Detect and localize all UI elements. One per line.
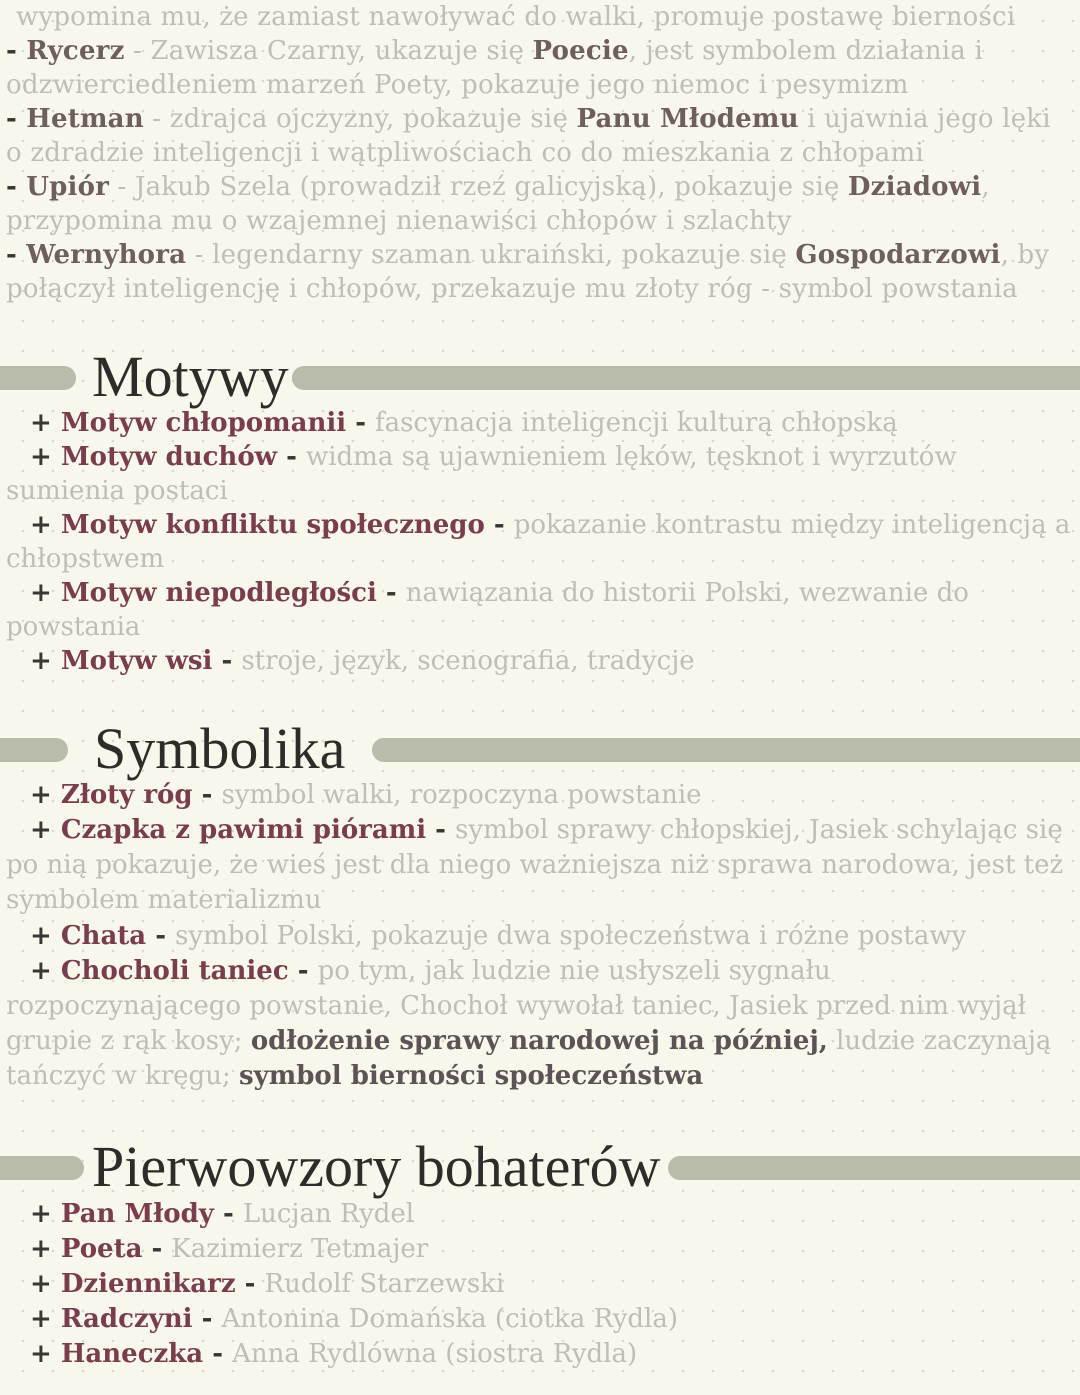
separator: - <box>146 921 176 951</box>
dash: - <box>6 240 27 270</box>
item-term: Pan Młody <box>60 1199 214 1229</box>
separator: - <box>203 1339 233 1369</box>
item-desc: Anna Rydlówna (siostra Rydla) <box>232 1339 638 1369</box>
plus-icon: + <box>30 815 61 845</box>
item-term: Dziennikarz <box>60 1269 236 1299</box>
section-title: Motywy <box>92 344 289 409</box>
plus-icon: + <box>30 510 61 540</box>
separator: - <box>192 1304 222 1334</box>
plus-icon: + <box>30 1304 61 1334</box>
item-desc: nawiązania do historii Polski, wezwanie do powstania <box>6 578 969 642</box>
desc-part: legendarny szaman ukraiński, pokazuje się <box>212 240 796 270</box>
separator: - <box>192 780 222 810</box>
plus-icon: + <box>30 442 61 472</box>
item-desc: Antonina Domańska (ciotka Rydla) <box>221 1304 678 1334</box>
item-term: Motyw duchów <box>60 442 278 472</box>
item-term: Poeta <box>60 1234 143 1264</box>
separator: - <box>109 172 135 202</box>
section-title: Symbolika <box>94 716 346 781</box>
list-item <box>6 813 1074 918</box>
list-item <box>6 508 1074 576</box>
heading-bar-right <box>372 738 1080 762</box>
item-term: Motyw konfliktu społecznego <box>60 510 485 540</box>
desc-part: i ujawnia jego lęki o zdradzie inteligencji i wątpliwościach co do mieszkania z chłopami <box>6 104 1051 168</box>
separator: - <box>124 36 151 66</box>
desc-part: , by połączył inteligencję i chłopów, przekazuje mu złoty róg - symbol powstania <box>6 240 1050 304</box>
plus-icon: + <box>30 921 61 951</box>
item-term: Motyw niepodległości <box>60 578 377 608</box>
item-desc: symbol Polski, pokazuje dwa społeczeństwa i różne postawy <box>175 921 967 951</box>
item-term: Motyw chłopomanii <box>60 408 347 438</box>
separator: - <box>277 442 306 472</box>
who-rycerz: Poecie <box>532 36 629 66</box>
item-desc: Lucjan Rydel <box>242 1199 415 1229</box>
who-upior: Dziadowi <box>847 172 982 202</box>
separator: - <box>288 956 318 986</box>
item-desc: symbol walki, rozpoczyna powstanie <box>221 780 702 810</box>
list-item <box>6 778 1074 813</box>
item-desc: Kazimierz Tetmajer <box>171 1234 429 1264</box>
item-desc: stroje, język, scenografia, tradycje <box>241 646 695 676</box>
heading-bar-left <box>0 1156 84 1180</box>
heading-bar-left <box>0 738 68 762</box>
item-desc: fascynacja inteligencji kulturą chłopską <box>375 408 898 438</box>
separator: - <box>142 1234 172 1264</box>
item-term: Motyw wsi <box>60 646 213 676</box>
intro-line: wypomina mu, że zamiast nawoływać do walki, promuje postawę bierności <box>16 2 1016 32</box>
separator: - <box>212 646 242 676</box>
separator: - <box>484 510 514 540</box>
term-hetman: Hetman <box>26 104 144 134</box>
who-wernyhora: Gospodarzowi <box>795 240 1001 270</box>
heading-symbolika <box>0 714 1080 784</box>
separator: - <box>235 1269 265 1299</box>
plus-icon: + <box>30 1234 61 1264</box>
dash: - <box>6 36 27 66</box>
desc-part: zdrajca ojczyzny, pokazuje się <box>169 104 577 134</box>
heading-bar-right <box>668 1156 1080 1180</box>
item-emphasis: symbol bierności społeczeństwa <box>238 1061 704 1091</box>
item-desc: Rudolf Starzewski <box>264 1269 505 1299</box>
separator: - <box>426 815 456 845</box>
separator: - <box>213 1199 243 1229</box>
list-item <box>6 440 1074 508</box>
item-term: Złoty róg <box>60 780 193 810</box>
separator: - <box>143 104 170 134</box>
plus-icon: + <box>30 408 61 438</box>
heading-bar-left <box>0 366 76 390</box>
plus-icon: + <box>30 956 61 986</box>
section-title: Pierwowzory bohaterów <box>92 1134 661 1199</box>
desc-part: Zawisza Czarny, ukazuje się <box>150 36 533 66</box>
dash: - <box>6 104 27 134</box>
item-desc: ludzie zaczynają tańczyć w kręgu; <box>6 1026 1052 1091</box>
list-item <box>6 954 1074 1094</box>
separator: - <box>186 240 213 270</box>
term-upior: Upiór <box>26 172 110 202</box>
plus-icon: + <box>30 1269 61 1299</box>
entry-rycerz <box>6 34 1074 102</box>
dash: - <box>6 172 27 202</box>
entry-hetman <box>6 102 1074 170</box>
item-term: Chata <box>60 921 147 951</box>
entry-upior <box>6 170 1074 238</box>
separator: - <box>346 408 376 438</box>
list-item <box>6 1232 1074 1267</box>
item-desc: po tym, jak ludzie nie usłyszeli sygnału rozpoczynającego powstanie, Chochoł wywołał taniec, Jasiek przed nim wyjął grupie z rąk kosy; <box>6 956 1027 1056</box>
item-emphasis: odłożenie sprawy narodowej na później, <box>250 1026 828 1056</box>
plus-icon: + <box>30 578 61 608</box>
item-term: Haneczka <box>60 1339 204 1369</box>
entry-wernyhora <box>6 238 1074 306</box>
list-item <box>6 406 1074 440</box>
plus-icon: + <box>30 1339 61 1369</box>
desc-part: , przypomina mu o wzajemnej nienawiści chłopów i szlachty <box>6 172 990 236</box>
desc-part: , jest symbolem działania i odzwierciedleniem marzeń Poety, pokazuje jego niemoc i pesymizm <box>6 36 983 100</box>
list-item <box>6 644 1074 678</box>
item-term: Czapka z pawimi piórami <box>60 815 427 845</box>
desc-part: Jakub Szela (prowadził rzeź galicyjską), pokazuje się <box>134 172 848 202</box>
separator: - <box>376 578 406 608</box>
item-desc: pokazanie kontrastu między inteligencją a chłopstwem <box>6 510 1071 574</box>
term-wernyhora: Wernyhora <box>26 240 187 270</box>
plus-icon: + <box>30 780 61 810</box>
who-hetman: Panu Młodemu <box>576 104 799 134</box>
item-desc: widma są ujawnieniem lęków, tęsknot i wyrzutów sumienia postaci <box>6 442 957 506</box>
list-item <box>6 1197 1074 1232</box>
heading-bar-right <box>292 366 1080 390</box>
list-item <box>6 919 1074 954</box>
item-term: Chocholi taniec <box>60 956 289 986</box>
list-item <box>6 576 1074 644</box>
plus-icon: + <box>30 1199 61 1229</box>
heading-pierwowzory <box>0 1132 1080 1202</box>
item-desc: symbol sprawy chłopskiej, Jasiek schylając się po nią pokazuje, że wieś jest dla niego ważniejsza niż sprawa narodowa, jest też symbolem materializmu <box>6 815 1064 915</box>
list-item <box>6 1267 1074 1302</box>
list-item <box>6 1337 1074 1372</box>
plus-icon: + <box>30 646 61 676</box>
item-term: Radczyni <box>60 1304 193 1334</box>
heading-motywy <box>0 342 1080 412</box>
term-rycerz: Rycerz <box>26 36 125 66</box>
list-item <box>6 1302 1074 1337</box>
